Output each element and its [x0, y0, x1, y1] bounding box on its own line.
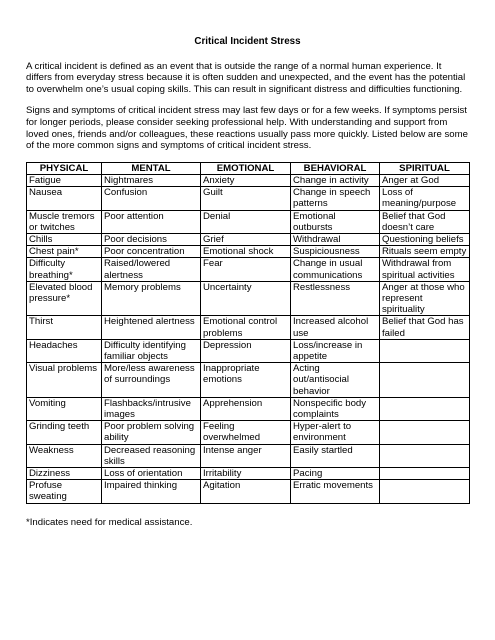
- symptoms-paragraph: Signs and symptoms of critical incident stress may last few days or for a few weeks. If symptoms persist for longer periods, please consider seeking professional help. With understanding and support from loved ones, friends and/or colleagues, these reactions usually pass more quickly. Listed below are some of the more common signs and symptoms of critical incident stress.: [26, 105, 468, 152]
- cell-emotional: Uncertainty: [201, 281, 291, 316]
- cell-mental: Poor problem solving ability: [102, 421, 201, 444]
- cell-behavioral: Restlessness: [291, 281, 380, 316]
- cell-behavioral: Change in activity: [291, 174, 380, 186]
- cell-emotional: Irritability: [201, 468, 291, 480]
- cell-emotional: Fear: [201, 258, 291, 281]
- header-emotional: EMOTIONAL: [201, 162, 291, 174]
- table-row: [27, 444, 470, 467]
- cell-mental: Heightened alertness: [102, 316, 201, 339]
- cell-physical: Headaches: [27, 339, 102, 362]
- cell-behavioral: Easily startled: [291, 444, 380, 467]
- table-row: [27, 187, 470, 210]
- header-spiritual: SPIRITUAL: [380, 162, 470, 174]
- cell-physical: Weakness: [27, 444, 102, 467]
- cell-physical: Vomiting: [27, 397, 102, 420]
- table-row: [27, 233, 470, 245]
- cell-emotional: Denial: [201, 210, 291, 233]
- cell-behavioral: Increased alcohol use: [291, 316, 380, 339]
- table-row: [27, 397, 470, 420]
- cell-behavioral: Withdrawal: [291, 233, 380, 245]
- footnote: *Indicates need for medical assistance.: [26, 516, 193, 528]
- cell-emotional: Apprehension: [201, 397, 291, 420]
- cell-behavioral: Nonspecific body complaints: [291, 397, 380, 420]
- table-row: [27, 339, 470, 362]
- cell-behavioral: Emotional outbursts: [291, 210, 380, 233]
- cell-physical: Profuse sweating: [27, 480, 102, 503]
- cell-physical: Thirst: [27, 316, 102, 339]
- header-mental: MENTAL: [102, 162, 201, 174]
- cell-spiritual: Belief that God has failed: [380, 316, 470, 339]
- cell-emotional: Guilt: [201, 187, 291, 210]
- cell-physical: Nausea: [27, 187, 102, 210]
- header-physical: PHYSICAL: [27, 162, 102, 174]
- cell-mental: Difficulty identifying familiar objects: [102, 339, 201, 362]
- symptoms-table: [26, 162, 470, 504]
- cell-mental: More/less awareness of surroundings: [102, 363, 201, 398]
- cell-emotional: Intense anger: [201, 444, 291, 467]
- table-row: [27, 258, 470, 281]
- cell-physical: Difficulty breathing*: [27, 258, 102, 281]
- cell-mental: Nightmares: [102, 174, 201, 186]
- cell-mental: Loss of orientation: [102, 468, 201, 480]
- table-row: [27, 174, 470, 186]
- cell-mental: Memory problems: [102, 281, 201, 316]
- cell-spiritual: [380, 339, 470, 362]
- cell-emotional: Anxiety: [201, 174, 291, 186]
- cell-mental: Poor decisions: [102, 233, 201, 245]
- cell-behavioral: Acting out/antisocial behavior: [291, 363, 380, 398]
- cell-behavioral: Erratic movements: [291, 480, 380, 503]
- cell-mental: Impaired thinking: [102, 480, 201, 503]
- cell-mental: Decreased reasoning skills: [102, 444, 201, 467]
- cell-spiritual: Withdrawal from spiritual activities: [380, 258, 470, 281]
- intro-paragraph: A critical incident is defined as an event that is outside the range of a normal human experience. It differs from everyday stress because it is often sudden and unexpected, and the event has the potential to overwhelm one’s usual coping skills. This can result in significant distress and difficulties functioning.: [26, 60, 466, 95]
- cell-behavioral: Loss/increase in appetite: [291, 339, 380, 362]
- table-body: [27, 174, 470, 503]
- cell-mental: Poor concentration: [102, 246, 201, 258]
- table-row: [27, 480, 470, 503]
- cell-spiritual: [380, 397, 470, 420]
- cell-emotional: Agitation: [201, 480, 291, 503]
- cell-behavioral: Suspiciousness: [291, 246, 380, 258]
- cell-behavioral: Change in speech patterns: [291, 187, 380, 210]
- cell-spiritual: Belief that God doesn’t care: [380, 210, 470, 233]
- header-behavioral: BEHAVIORAL: [291, 162, 380, 174]
- table-header-row: [27, 162, 470, 174]
- cell-spiritual: Rituals seem empty: [380, 246, 470, 258]
- cell-spiritual: Loss of meaning/purpose: [380, 187, 470, 210]
- cell-emotional: Feeling overwhelmed: [201, 421, 291, 444]
- cell-spiritual: Questioning beliefs: [380, 233, 470, 245]
- cell-spiritual: [380, 468, 470, 480]
- cell-physical: Grinding teeth: [27, 421, 102, 444]
- table-row: [27, 246, 470, 258]
- document-title: Critical Incident Stress: [194, 36, 301, 47]
- cell-spiritual: [380, 480, 470, 503]
- cell-spiritual: [380, 421, 470, 444]
- table-row: [27, 468, 470, 480]
- cell-emotional: Inappropriate emotions: [201, 363, 291, 398]
- cell-behavioral: Pacing: [291, 468, 380, 480]
- cell-physical: Muscle tremors or twitches: [27, 210, 102, 233]
- table-row: [27, 316, 470, 339]
- cell-physical: Visual problems: [27, 363, 102, 398]
- cell-mental: Flashbacks/intrusive images: [102, 397, 201, 420]
- cell-emotional: Depression: [201, 339, 291, 362]
- cell-physical: Elevated blood pressure*: [27, 281, 102, 316]
- cell-physical: Chills: [27, 233, 102, 245]
- cell-mental: Poor attention: [102, 210, 201, 233]
- cell-spiritual: Anger at those who represent spirituality: [380, 281, 470, 316]
- cell-spiritual: [380, 363, 470, 398]
- cell-mental: Confusion: [102, 187, 201, 210]
- cell-behavioral: Hyper-alert to environment: [291, 421, 380, 444]
- cell-spiritual: [380, 444, 470, 467]
- table-row: [27, 363, 470, 398]
- cell-spiritual: Anger at God: [380, 174, 470, 186]
- cell-behavioral: Change in usual communications: [291, 258, 380, 281]
- cell-physical: Fatigue: [27, 174, 102, 186]
- table-row: [27, 281, 470, 316]
- cell-emotional: Emotional control problems: [201, 316, 291, 339]
- cell-physical: Chest pain*: [27, 246, 102, 258]
- cell-emotional: Emotional shock: [201, 246, 291, 258]
- cell-emotional: Grief: [201, 233, 291, 245]
- cell-physical: Dizziness: [27, 468, 102, 480]
- cell-mental: Raised/lowered alertness: [102, 258, 201, 281]
- table-row: [27, 210, 470, 233]
- table-row: [27, 421, 470, 444]
